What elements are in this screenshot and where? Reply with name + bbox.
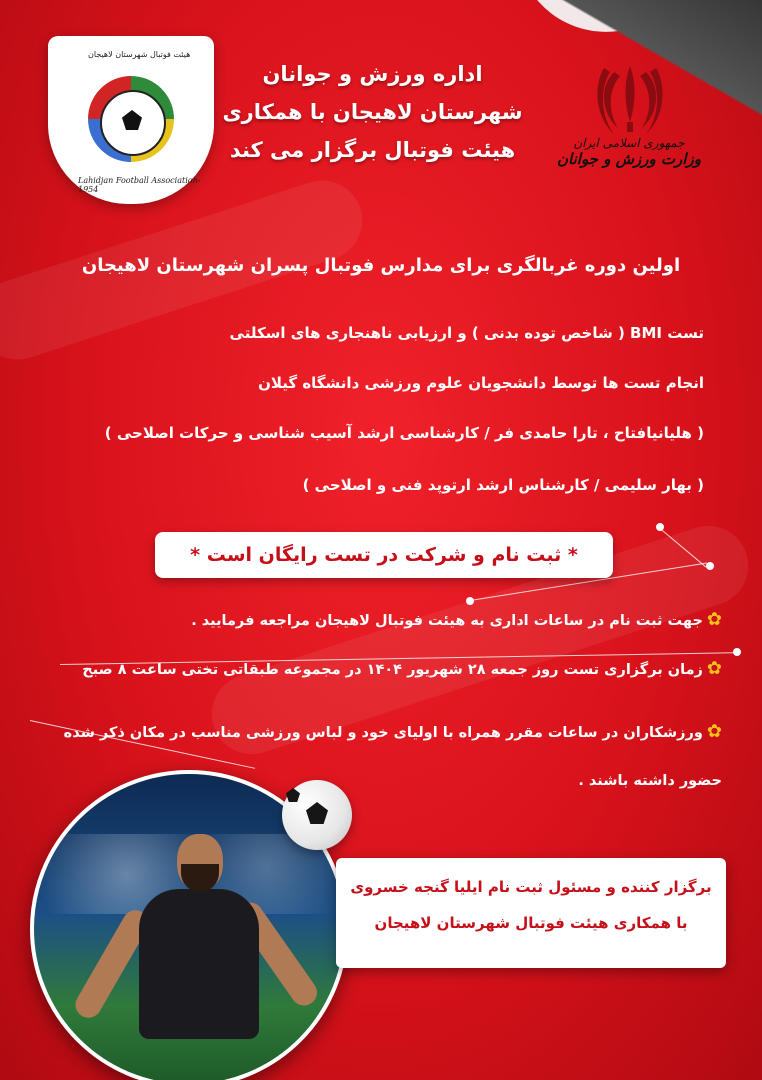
header-title-line: اداره ورزش و جوانان [262,62,483,86]
football-association-logo [48,36,214,204]
logo-en-text: Lahidjan Football Association-1954 [78,176,201,194]
bullet-text: ورزشکاران در ساعات مقرر همراه با اولیای خود و لباس ورزشی مناسب در مکان ذکر شده حضور داشته باشند . [63,725,722,789]
bullet-text: جهت ثبت نام در ساعات اداری به هیئت فوتبال لاهیجان مراجعه فرمایید . [191,613,703,629]
bullet-item [40,658,722,681]
ministry-label [544,136,714,168]
soccer-ball-icon [282,780,352,850]
logo-arc-text: هیئت فوتبال شهرستان لاهیجان [88,50,191,59]
organizer-box [336,858,726,968]
decor-dot [733,648,741,656]
organizer-line1: برگزار کننده و مسئول ثبت نام ایلیا گنجه خسروی [350,878,712,896]
decor-dot [656,523,664,531]
organizer-line2: با همکاری هیئت فوتبال شهرستان لاهیجان [374,914,688,932]
info-line: ( بهار سلیمی / کارشناس ارشد ارتوپد فنی و اصلاحی ) [302,476,704,494]
event-headline: اولین دوره غربالگری برای مدارس فوتبال پسران شهرستان لاهیجان [81,255,681,276]
info-line: ( هلیانیافتاح ، تارا حامدی فر / کارشناسی ارشد آسیب شناسی و حرکات اصلاحی ) [104,424,704,442]
ministry-line1: جمهوری اسلامی ایران [573,136,685,150]
bullet-text: زمان برگزاری تست روز جمعه ۲۸ شهریور ۱۴۰۴ در مجموعه طبقاتی تختی ساعت ۸ صبح [82,662,703,678]
header-title-line: هیئت فوتبال برگزار می کند [229,138,516,162]
player-figure [129,834,269,1080]
flower-icon: ✿ [706,609,722,630]
soccer-ball-icon [100,90,166,156]
flower-icon: ✿ [706,658,722,679]
header-title-line: شهرستان لاهیجان با همکاری [222,100,523,124]
bullet-item [40,609,722,632]
info-line: انجام تست ها توسط دانشجویان علوم ورزشی دانشگاه گیلان [258,374,704,392]
header-title [215,55,530,169]
info-line: تست BMI ( شاخص توده بدنی ) و ارزیابی ناهنجاری های اسکلتی [229,324,704,342]
flower-icon: ✿ [706,721,722,742]
player-torso [139,889,259,1039]
ministry-line2: وزارت ورزش و جوانان [557,150,701,168]
free-registration-banner: * ثبت نام و شرکت در تست رایگان است * [155,532,613,578]
decor-dot [466,597,474,605]
iran-emblem-icon [594,62,666,138]
player-beard [181,864,219,892]
